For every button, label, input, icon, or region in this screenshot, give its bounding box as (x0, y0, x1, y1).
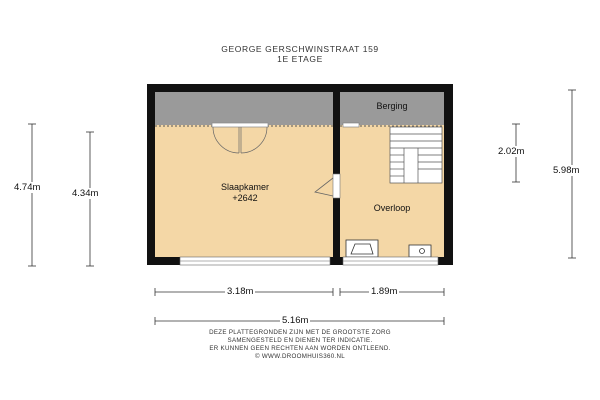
boiler-fixture (409, 245, 431, 257)
dim-right-outer: 5.98m (553, 165, 580, 176)
address-title: GEORGE GERSCHWINSTRAAT 159 (221, 44, 379, 54)
dim-bottom-right: 1.89m (371, 286, 398, 297)
landing-window (343, 257, 438, 265)
floor-title: 1E ETAGE (277, 54, 323, 64)
bedroom-label: Slaapkamer (220, 182, 270, 192)
bedroom-height: +2642 (232, 193, 258, 203)
landing-label: Overloop (373, 203, 411, 213)
dim-right-inner: 2.02m (498, 146, 525, 157)
bedroom-window (180, 257, 330, 265)
disclaimer-line-1: DEZE PLATTEGRONDEN ZIJN MET DE GROOTSTE ZORG (209, 329, 391, 336)
storage-door (343, 123, 359, 127)
storage-label: Berging (376, 101, 408, 111)
sink-fixture (346, 240, 378, 257)
dim-bottom-left: 3.18m (227, 286, 254, 297)
dim-left-inner: 4.34m (72, 188, 99, 199)
disclaimer-line-4: © WWW.DROOMHUIS360.NL (255, 353, 345, 360)
staircase (390, 127, 442, 183)
bedroom-roof-slope (155, 92, 333, 125)
dim-bottom-total: 5.16m (282, 315, 309, 326)
disclaimer-line-3: ER KUNNEN GEEN RECHTEN AAN WORDEN ONTLEEND. (209, 345, 391, 352)
disclaimer-line-2: SAMENGESTELD EN DIENEN TER INDICATIE. (227, 337, 373, 344)
dim-left-outer: 4.74m (14, 182, 41, 193)
